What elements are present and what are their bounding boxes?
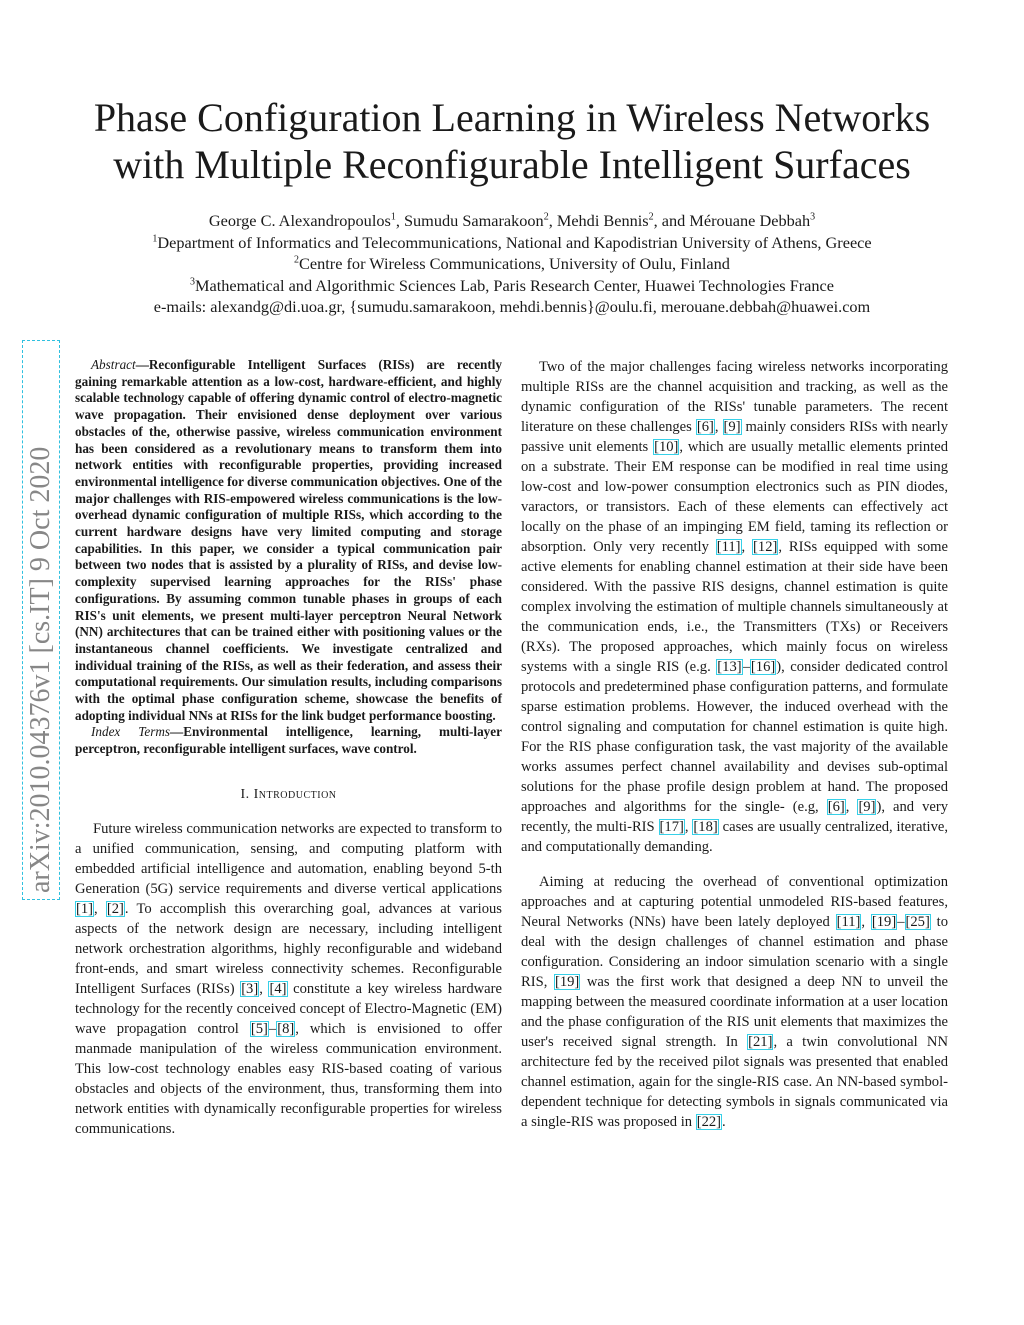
paragraph: Aiming at reducing the overhead of conventional optimization approaches and at capturing potential unmodeled RIS-based features, Neural Networks (NNs) have been lately deployed [11], [19]–[25] to deal with the design challenges of channel estimation and phase configuration. Considering an indoor simulation scenario with a single RIS, [19] was the first work that designed a deep NN to unveil the mapping between the measured coordinate information at a user location and the phase configuration of the RIS unit elements that maximizes the user's received signal strength. In [21], a twin convolutional NN architecture fed by the received pilot signals was presented that enabled channel estimation, again for the single-RIS case. An NN-based symbol-dependent technique for detecting symbols in signals communicated via a single-RIS was proposed in [22]. [521, 874, 949, 1130]
title-line-2: with Multiple Reconfigurable Intelligent Surfaces [113, 142, 911, 187]
citation-link[interactable]: [16] [750, 659, 776, 675]
author-name: Mehdi Bennis [556, 211, 649, 230]
section-heading-introduction: I. Introduction [240, 786, 337, 802]
citation-link[interactable]: [11] [836, 914, 861, 930]
citation-link[interactable]: [19] [554, 974, 580, 990]
author-name: Sumudu Samarakoon [403, 211, 544, 230]
citation-link[interactable]: [13] [717, 659, 742, 675]
title-line-1: Phase Configuration Learning in Wireless Networks [93, 95, 931, 140]
paper-title [60, 94, 964, 188]
citation-link[interactable]: [9] [723, 419, 741, 435]
abstract-text: —Reconfigurable Intelligent Surfaces (RISs) are recently gaining remarkable attention as a low-cost, hardware-efficient, and highly scalable technology capable of offering dynamic control of electro-magnetic wave propagation. Their envisioned dense deployment over various obstacles of the, otherwise passive, wireless communication environment has been considered as a revolutionary means to transform them into network entities with reconfigurable properties, providing increased environmental intelligence for diverse communication objectives. One of the major challenges with RIS-empowered wireless communications is the low-overhead dynamic configuration of multiple RISs, which according to the current hardware designs have very limited computing and storage capabilities. In this paper, we consider a typical communication pair between two nodes that is assisted by a plurality of RISs, and devise low-complexity supervised learning approaches for the RISs' phase configurations. By assuming common tunable phases in groups of each RIS's unit elements, we present multi-layer perceptron Neural Network (NN) architectures that can be trained either with positioning values or the instantaneous channel coefficients. We investigate centralized and individual training of the RISs, as well as their federation, and assess their computational requirements. Our simulation results, including comparisons with the optimal phase configuration scheme, showcase the benefits of adopting individual NNs at RISs for the link budget performance boosting. [75, 357, 502, 723]
right-column [521, 357, 948, 1132]
author-block [40, 210, 984, 318]
citation-link[interactable]: [9] [858, 799, 876, 815]
citation-link[interactable]: [4] [269, 980, 287, 997]
citation-link[interactable]: [6] [696, 419, 714, 435]
index-terms-text: —Environmental intelligence, learning, multi-layer perceptron, reconfigurable intelligent surfaces, wave control. [75, 724, 502, 757]
left-column [75, 357, 502, 1139]
abstract-label: Abstract [91, 357, 136, 372]
citation-link[interactable]: [18] [693, 819, 718, 835]
paragraph: Two of the major challenges facing wireless networks incorporating multiple RISs are the channel acquisition and tracking, as well as the dynamic configuration of the RISs' tunable parameters. The recent literature on these challenges [6], [9] mainly considers RISs with nearly passive unit elements [10], which are usually metallic elements printed on a substrate. Their EM response can be modified in real time using low-cost and low-power consumption electronics such as PIN diodes, varactors, or transistors. Each of these elements can effectively act locally on the phase of an impinging EM field, taming its reflection or absorption. Only very recently [11], [12], RISs equipped with some active elements for enabling channel estimation at their side have been considered. With the passive RIS designs, channel estimation is quite complex involving the estimation of multiple channels simultaneously at the communication ends, i.e., the Transmitters (TXs) or Receivers (RXs). The proposed approaches, which mainly focus on wireless systems with a single RIS (e.g. [13]–[16]), consider dedicated control protocols and predetermined phase configuration patterns, and formulate sparse estimation problems. However, the induced overhead with the control signaling and computation for channel estimation is quite high. For the RIS phase configuration task, the vast majority of the available works assumes perfect channel availability and devises sub-optimal solutions for the phase profile design problem at hand. The proposed approaches and algorithms for the single- (e.g, [6], [9]), and very recently, the multi-RIS [17], [18] cases are usually centralized, iterative, and computationally demanding. [521, 359, 949, 855]
citation-link[interactable]: [11] [716, 539, 741, 555]
affiliation: $^1$Department of Informatics and Telecommunications, National and Kapodistrian University of Athens, Greece [152, 232, 872, 252]
index-terms-label: Index Terms [91, 724, 170, 740]
citation-link[interactable]: [8] [277, 1020, 295, 1037]
citation-link[interactable]: [25] [905, 914, 930, 930]
author-name: Mérouane Debbah [689, 211, 811, 230]
author-name: George C. Alexandropoulos [208, 211, 391, 230]
author-list: George C. Alexandropoulos$^1$, Sumudu Samarakoon$^2$, Mehdi Bennis$^2$, and Mérouane Debbah$^3$ [208, 211, 816, 230]
paragraph: Future wireless communication networks are expected to transform to a unified communication, sensing, and computing platform with embedded artificial intelligence and automation, enabling beyond 5-th Generation (5G) service requirements and diverse vertical applications [1], [2]. To accomplish this overarching goal, advances at various aspects of the network design are necessary, including intelligent network orchestration algorithms, highly reconfigurable and wideband front-ends, and smart wireless connectivity schemes. Reconfigurable Intelligent Surfaces (RISs) [3], [4] constitute a key wireless hardware technology for the recently conceived concept of Electro-Magnetic (EM) wave propagation control [5]–[8], which is envisioned to offer manmade manipulation of the wireless communication environment. This low-cost technology enables easy RIS-based coating of various obstacles and objects of the environment, thus, transforming them into network entities with dynamically reconfigurable properties for wireless communications. [75, 820, 502, 1137]
citation-link[interactable]: [2] [106, 900, 124, 917]
citation-link[interactable]: [6] [827, 799, 845, 815]
affiliation: $^3$Mathematical and Algorithmic Sciences Lab, Paris Research Center, Huawei Technologies France [190, 275, 834, 295]
citation-link[interactable]: [22] [696, 1114, 722, 1130]
author-emails: e-mails: alexandg@di.uoa.gr, {sumudu.samarakoon, mehdi.bennis}@oulu.fi, merouane.debbah@huawei.com [153, 297, 871, 317]
citation-link[interactable]: [10] [654, 439, 679, 455]
citation-link[interactable]: [5] [250, 1020, 268, 1037]
citation-link[interactable]: [17] [659, 819, 684, 835]
citation-link[interactable]: [3] [241, 980, 259, 997]
citation-link[interactable]: [19] [871, 914, 897, 930]
affiliation: $^2$Centre for Wireless Communications, University of Oulu, Finland [294, 254, 730, 274]
arxiv-stamp[interactable]: arXiv:2010.04376v1 [cs.IT] 9 Oct 2020 [22, 340, 60, 900]
abstract [75, 357, 502, 758]
citation-link[interactable]: [1] [76, 900, 94, 917]
citation-link[interactable]: [12] [753, 539, 778, 555]
citation-link[interactable]: [21] [748, 1034, 773, 1050]
